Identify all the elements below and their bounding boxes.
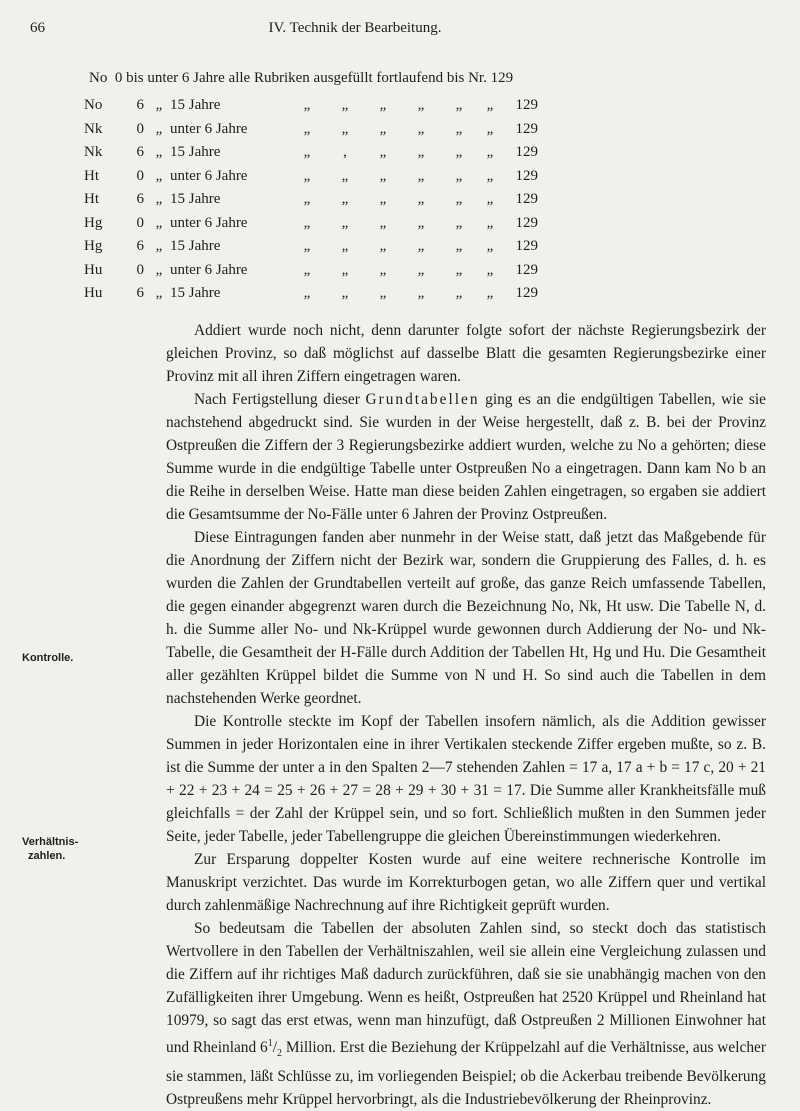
table-row bbox=[84, 118, 538, 142]
table-row bbox=[84, 94, 538, 118]
page-number: 66 bbox=[30, 20, 45, 36]
ditto-mark: „ bbox=[341, 214, 349, 231]
ditto-mark: „ bbox=[303, 120, 311, 137]
ditto-mark: „ bbox=[303, 144, 311, 161]
ditto-mark: „ bbox=[417, 214, 425, 231]
row-description: unter 6 Jahre bbox=[170, 261, 248, 278]
ditto-mark: „ bbox=[379, 97, 387, 114]
ditto-mark: „ bbox=[379, 167, 387, 184]
table-row bbox=[84, 165, 538, 189]
ditto-mark: „ bbox=[155, 167, 163, 184]
paragraph-text: So bedeutsam die Tabellen der absoluten Zahlen sind, so steckt doch das statistisch Wertvollere in den Tabellen der Verhältniszahlen, weil sie allein eine Vergleichung zulassen und die Ziffern auf ihr richtiges Maß dadurch zurückführen, daß sie sie unabhängig machen von den Zufälligkeiten ihrer Umgebung. Wenn es heißt, Ostpreußen hat 2520 Krüppel und Rheinland hat 10979, so sagt das erst etwas, wenn man hinzufügt, daß Ostpreußen 2 Millionen Einwohner hat und Rheinland 6 bbox=[166, 920, 766, 1057]
row-number: 6 bbox=[136, 97, 144, 114]
row-count: 129 bbox=[515, 191, 538, 208]
row-code: No bbox=[84, 97, 103, 114]
ditto-mark: „ bbox=[379, 144, 387, 161]
ditto-mark: „ bbox=[486, 261, 494, 278]
ditto-mark: „ bbox=[303, 214, 311, 231]
fraction-numerator: 1 bbox=[267, 1038, 273, 1049]
paragraph: Die Kontrolle steckte im Kopf der Tabellen insofern nämlich, als die Addition gewisser Summen in jeder Horizontalen eine in ihrer Vertikalen steckende Ziffer ergeben mußte, so z. B. ist die Summe der unter a in den Spalten 2—7 stehenden Zahlen = 17 a, 17 a + b = 17 c, 20 + 21 + 22 + 23 + 24 = 25 + 26 + 27 = 28 + 29 + 30 + 31 = 17. Die Summe aller Krankheitsfälle muß gleichfalls = der Zahl der Krüppel sein, und so fort. Schließlich mußten in den Summen jeder Seite, jeder Tabelle, jeder Tabellengruppe die gleichen Übereinstimmungen wiederkehren. bbox=[166, 713, 766, 845]
ditto-mark: „ bbox=[341, 120, 349, 137]
ditto-mark: „ bbox=[155, 144, 163, 161]
ditto-mark: „ bbox=[303, 167, 311, 184]
paragraph: Addiert wurde noch nicht, denn darunter folgte sofort der nächste Regierungsbezirk der gleichen Provinz, so daß möglichst auf dasselbe Blatt die gesamten Regierungsbezirke einer Provinz mit all ihren Ziffern eingetragen waren. bbox=[166, 322, 766, 385]
row-description: 15 Jahre bbox=[170, 285, 221, 302]
body-text bbox=[166, 319, 766, 1111]
ditto-mark: „ bbox=[155, 285, 163, 302]
ditto-mark: „ bbox=[303, 97, 311, 114]
fraction-slash: / bbox=[272, 1039, 278, 1057]
ditto-mark: „ bbox=[341, 97, 349, 114]
table-row bbox=[84, 212, 538, 236]
ditto-mark: „ bbox=[341, 261, 349, 278]
row-description: unter 6 Jahre bbox=[170, 214, 248, 231]
row-description: 15 Jahre bbox=[170, 144, 221, 161]
paragraph: Diese Eintragungen fanden aber nunmehr in der Weise statt, daß jetzt das Maßgebende für die Anordnung der Ziffern nicht der Bezirk war, sondern die Gruppierung des Falles, d. h. es wurden die Zahlen der Grundtabellen verteilt auf große, das ganze Reich umfassende Tabellen, die gegen einander abgegrenzt waren durch die Bezeichnung No, Nk, Ht usw. Die Tabelle N, d. h. die Summe aller No- und Nk-Krüppel wurde gewonnen durch Addierung der No- und Nk-Tabelle, die Gesamtheit der H-Fälle durch Addition der Tabellen Ht, Hg und Hu. Die Gesamtheit aller gezählten Krüppel bildet die Summe von N und H. So sind auch die Tabellen in dem nachstehenden Werke geordnet. bbox=[166, 529, 766, 707]
ditto-mark: „ bbox=[455, 97, 463, 114]
ditto-mark: „ bbox=[486, 144, 494, 161]
row-count: 129 bbox=[515, 285, 538, 302]
ditto-mark: „ bbox=[486, 191, 494, 208]
table-row bbox=[84, 141, 538, 165]
ditto-mark: „ bbox=[379, 285, 387, 302]
paragraph: Zur Ersparung doppelter Kosten wurde auf eine weitere rechnerische Kontrolle im Manuskript verzichtet. Das wurde im Korrekturbogen getan, wo alle Ziffern quer und vertikal durch zahlenmäßige Nachrechnung auf ihre Richtigkeit geprüft wurden. bbox=[166, 851, 766, 914]
ditto-mark: „ bbox=[341, 238, 349, 255]
row-count: 129 bbox=[515, 120, 538, 137]
ditto-mark: „ bbox=[455, 144, 463, 161]
ditto-mark: „ bbox=[155, 214, 163, 231]
row-code: Hu bbox=[84, 285, 103, 302]
ditto-mark: „ bbox=[455, 120, 463, 137]
row-description: 15 Jahre bbox=[170, 97, 221, 114]
ditto-mark: „ bbox=[455, 191, 463, 208]
emphasis: Grundtabellen bbox=[365, 391, 480, 408]
row-number: 0 bbox=[136, 214, 144, 231]
row-description: 15 Jahre bbox=[170, 238, 221, 255]
ditto-mark: „ bbox=[455, 214, 463, 231]
row-count: 129 bbox=[515, 144, 538, 161]
ditto-mark: „ bbox=[455, 285, 463, 302]
ditto-mark: „ bbox=[486, 238, 494, 255]
ditto-mark: „ bbox=[379, 214, 387, 231]
margin-note-kontrolle: Kontrolle. bbox=[22, 652, 74, 664]
ditto-mark: „ bbox=[155, 97, 163, 114]
row-count: 129 bbox=[515, 238, 538, 255]
running-title: IV. Technik der Bearbeitung. bbox=[268, 20, 442, 36]
ditto-mark: „ bbox=[417, 144, 425, 161]
row-code: Hu bbox=[84, 261, 103, 278]
ditto-mark: „ bbox=[417, 285, 425, 302]
row-code: Hg bbox=[84, 238, 103, 255]
ditto-mark: „ bbox=[379, 261, 387, 278]
row-count: 129 bbox=[515, 261, 538, 278]
row-description: 15 Jahre bbox=[170, 191, 221, 208]
row-description: unter 6 Jahre bbox=[170, 120, 248, 137]
table-row bbox=[84, 282, 538, 306]
row-number: 0 bbox=[136, 167, 144, 184]
ditto-mark: „ bbox=[486, 285, 494, 302]
ditto-mark: „ bbox=[417, 97, 425, 114]
fraction-denominator: 2 bbox=[277, 1048, 283, 1060]
ditto-mark: „ bbox=[486, 97, 494, 114]
first-table-row: No 0 bis unter 6 Jahre alle Rubriken ausgefüllt fortlaufend bis Nr. 129 bbox=[89, 70, 514, 86]
ditto-mark: „ bbox=[155, 261, 163, 278]
ditto-mark: „ bbox=[417, 261, 425, 278]
row-code: Ht bbox=[84, 167, 99, 184]
ditto-mark: „ bbox=[303, 261, 311, 278]
paragraph-text: Million. Erst die Beziehung der Krüppelzahl auf die Verhältnisse, aus welcher sie stammen, läßt Schlüsse zu, im vorliegenden Beispiel; ob die Ackerbau treibende Bevölkerung Ostpreußens mehr Krüppel hervorbringt, als die Industriebevölkerung der Rheinprovinz. bbox=[166, 1039, 766, 1109]
row-number: 0 bbox=[136, 120, 144, 137]
ditto-mark: „ bbox=[341, 167, 349, 184]
row-count: 129 bbox=[515, 214, 538, 231]
ditto-mark: „ bbox=[303, 285, 311, 302]
ditto-mark: „ bbox=[379, 191, 387, 208]
ditto-mark: , bbox=[343, 144, 347, 161]
paragraph bbox=[166, 388, 766, 526]
row-count: 129 bbox=[515, 167, 538, 184]
row-code: Nk bbox=[84, 144, 103, 161]
ditto-mark: „ bbox=[455, 167, 463, 184]
ditto-mark: „ bbox=[486, 120, 494, 137]
ditto-mark: „ bbox=[379, 238, 387, 255]
ditto-mark: „ bbox=[155, 191, 163, 208]
ditto-mark: „ bbox=[417, 238, 425, 255]
ditto-mark: „ bbox=[486, 214, 494, 231]
ditto-mark: „ bbox=[417, 167, 425, 184]
paragraph-text: Nach Fertigstellung dieser bbox=[194, 391, 360, 408]
table-row bbox=[84, 188, 538, 212]
row-count: 129 bbox=[515, 97, 538, 114]
paragraph-text: ging es an die endgültigen Tabellen, wie sie nachstehend abgedruckt sind. Sie wurden in der Weise hergestellt, daß z. B. bei der Provinz Ostpreußen die Ziffern der 3 Regierungsbezirke addiert wurden, welche zu No a gehörten; diese Summe wurde in die endgültige Tabelle unter Ostpreußen No a eingetragen. Dann kam No b an die Reihe in derselben Weise. Hatte man diese beiden Zahlen eingetragen, so ergaben sie addiert die Gesamtsumme der No-Fälle unter 6 Jahren der Provinz Ostpreußen. bbox=[166, 391, 767, 523]
row-number: 0 bbox=[136, 261, 144, 278]
row-number: 6 bbox=[136, 238, 144, 255]
ditto-mark: „ bbox=[417, 120, 425, 137]
tally-table bbox=[84, 94, 538, 306]
ditto-mark: „ bbox=[155, 120, 163, 137]
ditto-mark: „ bbox=[341, 191, 349, 208]
ditto-mark: „ bbox=[303, 238, 311, 255]
paragraph bbox=[166, 917, 766, 1111]
margin-note-line: Verhältnis- bbox=[22, 836, 79, 848]
ditto-mark: „ bbox=[303, 191, 311, 208]
ditto-mark: „ bbox=[455, 261, 463, 278]
row-number: 6 bbox=[136, 191, 144, 208]
ditto-mark: „ bbox=[455, 238, 463, 255]
ditto-mark: „ bbox=[155, 238, 163, 255]
row-number: 6 bbox=[136, 144, 144, 161]
ditto-mark: „ bbox=[341, 285, 349, 302]
row-number: 6 bbox=[136, 285, 144, 302]
row-code: Ht bbox=[84, 191, 99, 208]
margin-note-verhaeltnis bbox=[22, 835, 78, 863]
table-row bbox=[84, 235, 538, 259]
margin-note-line: zahlen. bbox=[28, 850, 66, 862]
row-code: Nk bbox=[84, 120, 103, 137]
row-description: unter 6 Jahre bbox=[170, 167, 248, 184]
ditto-mark: „ bbox=[379, 120, 387, 137]
ditto-mark: „ bbox=[417, 191, 425, 208]
row-code: Hg bbox=[84, 214, 103, 231]
table-row bbox=[84, 259, 538, 283]
ditto-mark: „ bbox=[486, 167, 494, 184]
